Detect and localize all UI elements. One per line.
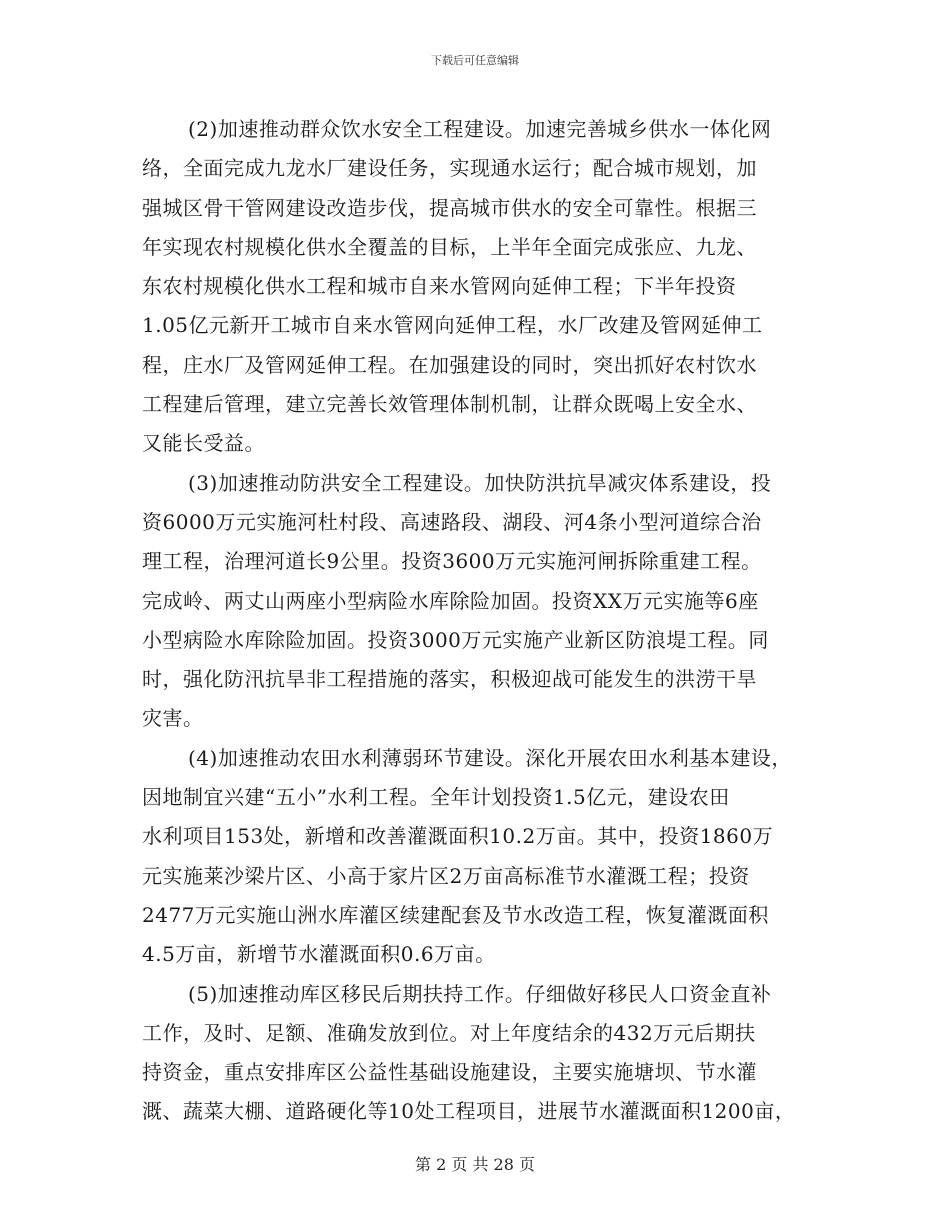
- paragraph-line: 工程建后管理，建立完善长效管理体制机制，让群众既喝上安全水、: [142, 392, 757, 417]
- paragraph-line: 又能长受益。: [142, 431, 265, 456]
- document-body: [142, 110, 822, 1132]
- paragraph-line: 2477万元实施山洲水库灌区续建配套及节水改造工程，恢复灌溉面积: [142, 902, 769, 927]
- paragraph-line: 工作，及时、足额、准确发放到位。对上年度结余的432万元后期扶: [142, 1020, 756, 1045]
- paragraph-line: 完成岭、两丈山两座小型病险水库除险加固。投资XX万元实施等6座: [142, 588, 759, 613]
- page-footer: 第 2 页 共 28 页: [415, 1155, 535, 1174]
- paragraph-line: 资6000万元实施河杜村段、高速路段、湖段、河4条小型河道综合治: [142, 509, 762, 534]
- paragraph-line: 小型病险水库除险加固。投资3000万元实施产业新区防浪堤工程。同: [142, 627, 769, 652]
- paragraph-line: 东农村规模化供水工程和城市自来水管网向延伸工程；下半年投资: [142, 274, 737, 299]
- paragraph-line: 1.05亿元新开工城市自来水管网向延伸工程，水厂改建及管网延伸工: [142, 313, 763, 338]
- paragraph-line: 持资金，重点安排库区公益性基础设施建设，主要实施塘坝、节水灌: [142, 1060, 757, 1085]
- page-header: 下载后可任意编辑: [431, 54, 519, 67]
- paragraph-line: 灾害。: [142, 706, 204, 731]
- paragraph-line: 水利项目153处，新增和改善灌溉面积10.2万亩。其中，投资1860万: [142, 824, 774, 849]
- paragraph-line: 理工程，治理河道长9公里。投资3600万元实施河闸拆除重建工程。: [142, 549, 762, 574]
- paragraph-line: (5)加速推动库区移民后期扶持工作。仔细做好移民人口资金直补: [188, 981, 772, 1006]
- paragraph-line: 程，庄水厂及管网延伸工程。在加强建设的同时，突出抓好农村饮水: [142, 352, 757, 377]
- paragraph-line: (4)加速推动农田水利薄弱环节建设。深化开展农田水利基本建设，: [188, 745, 792, 770]
- paragraph-line: 溉、蔬菜大棚、道路硬化等10处工程项目，进展节水灌溉面积1200亩，: [142, 1099, 796, 1124]
- paragraph-line: 年实现农村规模化供水全覆盖的目标，上半年全面完成张应、九龙、: [142, 234, 757, 259]
- paragraph-line: (2)加速推动群众饮水安全工程建设。加速完善城乡供水一体化网: [188, 117, 772, 141]
- paragraph-line: 因地制宜兴建“五小”水利工程。全年计划投资1.5亿元，建设农田: [142, 785, 730, 810]
- paragraph-line: (3)加速推动防洪安全工程建设。加快防洪抗旱减灾体系建设，投: [188, 470, 772, 495]
- paragraph-line: 强城区骨干管网建设改造步伐，提高城市供水的安全可靠性。根据三: [142, 195, 757, 220]
- paragraph-line: 4.5万亩，新增节水灌溉面积0.6万亩。: [142, 942, 496, 967]
- paragraph-line: 时，强化防汛抗旱非工程措施的落实，积极迎战可能发生的洪涝干旱: [142, 667, 757, 692]
- paragraph-line: 络，全面完成九龙水厂建设任务，实现通水运行；配合城市规划，加: [142, 156, 757, 181]
- paragraph-line: 元实施莱沙梁片区、小高于家片区2万亩高标准节水灌溉工程；投资: [142, 863, 750, 888]
